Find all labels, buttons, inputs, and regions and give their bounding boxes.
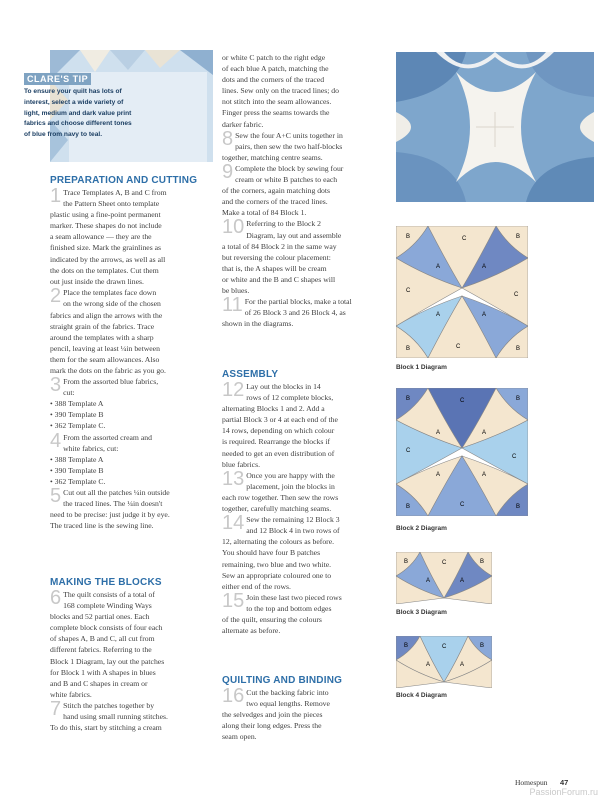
step-number: 10 bbox=[222, 216, 245, 239]
label-a: A bbox=[436, 312, 441, 318]
label-a: A bbox=[436, 264, 441, 270]
step-11: 11 For the partial blocks, make a total of 26 Block 3 and 26 Block 4, as shown in the diagrams. bbox=[222, 294, 352, 329]
tip-title: CLARE'S TIP bbox=[24, 73, 91, 85]
label-a: A bbox=[460, 578, 465, 584]
magazine-name: Homespun bbox=[515, 778, 548, 787]
label-b: B bbox=[406, 504, 411, 510]
tip-line: To ensure your quilt has lots of bbox=[24, 88, 122, 95]
label-a: A bbox=[482, 430, 487, 436]
step-number: 9 bbox=[222, 160, 234, 183]
label-c: C bbox=[406, 288, 411, 294]
heading-assembly: ASSEMBLY bbox=[222, 369, 279, 380]
tip-line: light, medium and dark value print bbox=[24, 109, 132, 117]
col2-text-3 bbox=[222, 687, 390, 742]
step-number: 3 bbox=[50, 374, 62, 397]
watermark: PassionForum.ru bbox=[529, 787, 598, 797]
step-number: 5 bbox=[50, 485, 62, 508]
label-a: A bbox=[482, 264, 487, 270]
label-b: B bbox=[406, 234, 411, 240]
block1-label: Block 1 Diagram bbox=[396, 364, 447, 371]
tip-line: of blue from navy to teal. bbox=[24, 131, 103, 139]
block1-diagram bbox=[396, 226, 528, 358]
label-b: B bbox=[404, 559, 409, 565]
step-6: 6 The quilt consists of a total of 168 complete Winding Ways blocks and 52 partial ones. Each complete block consists of four each of shapes A, B and C, all cut from different fabrics. Referring to the Block 1 Diagram, lay out the patches for Block 1 with A shapes in blues and B and C shapes in cream or white fabrics. bbox=[50, 587, 165, 699]
step-number: 1 bbox=[50, 185, 62, 207]
page-number: 47 bbox=[560, 778, 569, 787]
step-number: 13 bbox=[222, 467, 245, 490]
step-number: 14 bbox=[222, 512, 245, 535]
step-number: 16 bbox=[222, 685, 245, 707]
block2-label: Block 2 Diagram bbox=[396, 525, 447, 532]
step-number: 8 bbox=[222, 127, 234, 150]
step-10: 10 Referring to the Block 2 Diagram, lay out and assemble a total of 84 Block 2 in the same way but reversing the colour placement: that is, the A shapes will be cream or white and the B and C shapes will be blues. bbox=[222, 216, 342, 295]
col2-text-2 bbox=[222, 381, 390, 636]
label-b: B bbox=[516, 346, 521, 352]
step-number: 15 bbox=[222, 589, 245, 612]
label-a: A bbox=[436, 472, 441, 478]
label-b: B bbox=[516, 396, 521, 402]
tip-text bbox=[24, 87, 156, 141]
step-number: 7 bbox=[50, 697, 62, 720]
label-a: A bbox=[436, 430, 441, 436]
step-3: 3 From the assorted blue fabrics, cut: • 388 Template A • 390 Template B • 362 Template C. bbox=[50, 376, 216, 431]
col2-text: or white C patch to the right edge of each blue A patch, matching the dots and the corners of the traced lines. Sew only on the traced lines; do not stitch into the seam allowances. Finger press the seams towards the darker fabric. 8 Sew the four A+C units together in pairs, then sew the two half-blocks together, matching centre seams. 9 Complete the block by sewing four cream or white B patches to each of the corners, again matching dots and the corners of the traced lines. Make a total of 84 Block 1. 10 Referring to the Block 2 Diagram, lay out and assemble a total of 84 Block 2 in the same way but reversing the colour placement: that is, the A shapes will be cream or white and the B and C shapes will be blues. 11 For the partial blocks, make a total of 26 Block 3 and 26 Block 4, as shown in the diagrams. bbox=[222, 52, 390, 329]
label-c: C bbox=[460, 398, 465, 404]
label-c: C bbox=[512, 454, 517, 460]
step-number: 12 bbox=[222, 379, 245, 401]
label-c: C bbox=[462, 236, 467, 242]
block2-diagram bbox=[396, 388, 528, 516]
label-a: A bbox=[482, 472, 487, 478]
label-b: B bbox=[406, 346, 411, 352]
step-16: 16 Cut the backing fabric into two equal lengths. Remove the selvedges and join the pieces along their long edges. Press the seam open. bbox=[222, 685, 330, 742]
col1-text bbox=[50, 187, 216, 531]
quilt-detail-image bbox=[396, 52, 594, 202]
cut-list: • 388 Template A • 390 Template B • 362 Template C. bbox=[50, 454, 216, 487]
block3-diagram bbox=[396, 552, 492, 604]
step-number: 2 bbox=[50, 285, 62, 308]
label-c: C bbox=[514, 292, 519, 298]
tip-line: fabrics and choose different tones bbox=[24, 120, 132, 128]
label-b: B bbox=[516, 234, 521, 240]
step-4: 4 From the assorted cream and white fabrics, cut: • 388 Template A • 390 Template B • 362 Template C. bbox=[50, 432, 216, 487]
step-12: 12 Lay out the blocks in 14 rows of 12 complete blocks, alternating Blocks 1 and 2. Add a partial Block 3 or 4 at each end of the 14 rows, depending on which colour is required. Rearrange the blocks if needed to get an even distribution of blue fabrics. bbox=[222, 379, 338, 469]
step-15: 15 Join these last two pieced rows to the top and bottom edges of the quilt, ensuring the colours alternate as before. bbox=[222, 589, 342, 636]
label-c: C bbox=[406, 448, 411, 454]
step-9: 9 Complete the block by sewing four cream or white B patches to each of the corners, again matching dots and the corners of the traced lines. Make a total of 84 Block 1. bbox=[222, 160, 344, 218]
block4-label: Block 4 Diagram bbox=[396, 692, 447, 699]
step-1: 1 Trace Templates A, B and C from the Pattern Sheet onto template plastic using a fine-point permanent marker. These shapes do not include a seam allowance — they are the finished size. Mark the grainlines as indicated by the arrows, as well as all the dots on the templates. Cut them out just inside the drawn lines. bbox=[50, 185, 167, 286]
step-8: 8 Sew the four A+C units together in pairs, then sew the two half-blocks together, matching centre seams. bbox=[222, 127, 343, 162]
step-2: 2 Place the templates face down on the wrong side of the chosen fabrics and align the arrows with the straight grain of the fabrics. Trace around the templates with a sharp pencil, leaving at least ¼in between them for the seam allowances. Also mark the dots on the fabric as you go. bbox=[50, 285, 166, 375]
step-7: 7 Stitch the patches together by hand using small running stitches. To do this, start by stitching a cream bbox=[50, 697, 168, 733]
label-a: A bbox=[482, 312, 487, 318]
label-b: B bbox=[516, 504, 521, 510]
label-c: C bbox=[456, 344, 461, 350]
label-a: A bbox=[426, 662, 431, 668]
label-c: C bbox=[442, 644, 447, 650]
step-13: 13 Once you are happy with the placement, join the blocks in each row together. Then sew the rows together, carefully matching seams. bbox=[222, 467, 339, 514]
tip-line: interest, select a wide variety of bbox=[24, 98, 124, 106]
heading-quilting: QUILTING AND BINDING bbox=[222, 675, 343, 686]
block3-label: Block 3 Diagram bbox=[396, 609, 447, 616]
label-c: C bbox=[460, 502, 465, 508]
label-b: B bbox=[406, 396, 411, 402]
step-14: 14 Sew the remaining 12 Block 3 and 12 Block 4 in two rows of 12, alternating the colours as before. You should have four B patches remaining, two blue and two white. Sew an appropriate coloured one to either end of the rows. bbox=[222, 512, 340, 591]
step-number: 6 bbox=[50, 587, 62, 609]
block4-diagram bbox=[396, 636, 492, 688]
quilt-photo bbox=[396, 52, 594, 202]
heading-preparation: PREPARATION AND CUTTING bbox=[50, 175, 198, 186]
col1-text-2 bbox=[50, 589, 216, 733]
cut-list: • 388 Template A • 390 Template B • 362 Template C. bbox=[50, 398, 216, 431]
label-b: B bbox=[404, 643, 409, 649]
label-c: C bbox=[442, 560, 447, 566]
label-b: B bbox=[480, 643, 485, 649]
label-a: A bbox=[426, 578, 431, 584]
heading-making-blocks: MAKING THE BLOCKS bbox=[50, 577, 162, 588]
step-number: 11 bbox=[222, 294, 243, 317]
step-5: 5 Cut out all the patches ¼in outside the traced lines. The ¼in doesn't need to be precise: just judge it by eye. The traced line is the sewing line. bbox=[50, 485, 170, 531]
step-number: 4 bbox=[50, 429, 62, 452]
label-b: B bbox=[480, 559, 485, 565]
label-a: A bbox=[460, 662, 465, 668]
